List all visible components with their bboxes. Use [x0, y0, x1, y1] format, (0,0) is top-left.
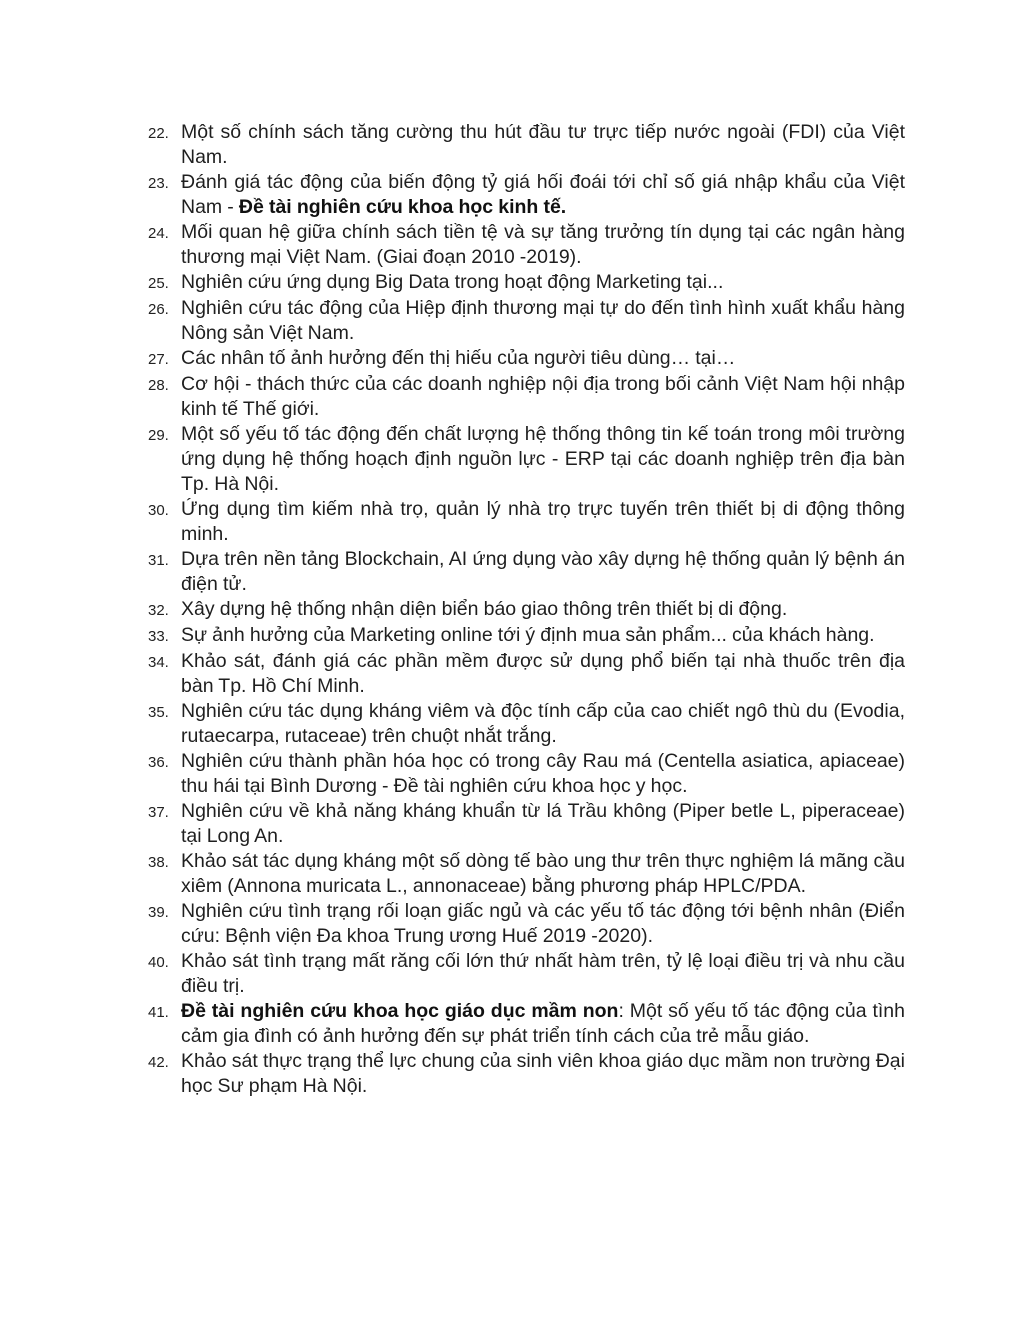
list-item-text [181, 597, 905, 622]
list-item-number: 32. [148, 602, 169, 619]
list-item [148, 422, 905, 497]
list-item-text [181, 372, 905, 422]
item-text-regular: Khảo sát, đánh giá các phần mềm được sử dụng phổ biến tại nhà thuốc trên địa bàn Tp. Hồ Chí Minh. [181, 650, 905, 697]
item-text-regular: Xây dựng hệ thống nhận diện biển báo giao thông trên thiết bị di động. [181, 598, 788, 620]
list-item-number: 36. [148, 754, 169, 771]
item-text-regular-after: : Một số yếu tố tác động của tình cảm gia đình có ảnh hưởng đến sự phát triển tính cách của trẻ mẫu giáo. [181, 1000, 905, 1047]
item-text-regular: Mối quan hệ giữa chính sách tiền tệ và sự tăng trưởng tín dụng tại các ngân hàng thương mại Việt Nam. (Giai đoạn 2010 -2019). [181, 221, 905, 268]
list-item-number: 37. [148, 804, 169, 821]
list-item [148, 497, 905, 547]
list-item-number: 31. [148, 552, 169, 569]
list-item-number: 38. [148, 854, 169, 871]
list-item-number: 23. [148, 175, 169, 192]
list-item-number: 27. [148, 351, 169, 368]
list-item [148, 220, 905, 270]
list-item [148, 296, 905, 346]
list-item-text [181, 849, 905, 899]
list-item [148, 799, 905, 849]
list-item [148, 1049, 905, 1099]
list-item-number: 26. [148, 301, 169, 318]
list-item-text [181, 220, 905, 270]
list-item-text [181, 1049, 905, 1099]
item-text-regular: Sự ảnh hưởng của Marketing online tới ý định mua sản phẩm... của khách hàng. [181, 624, 875, 646]
item-text-regular: Nghiên cứu thành phần hóa học có trong cây Rau má (Centella asiatica, apiaceae) thu hái tại Bình Dương - Đề tài nghiên cứu khoa học y học. [181, 750, 905, 797]
list-item-text [181, 422, 905, 497]
list-item [148, 623, 905, 649]
list-item-text [181, 170, 905, 220]
item-text-regular: Dựa trên nền tảng Blockchain, AI ứng dụng vào xây dựng hệ thống quản lý bệnh án điện tử. [181, 548, 905, 595]
list-item [148, 170, 905, 220]
item-text-regular: Khảo sát tình trạng mất răng cối lớn thứ nhất hàm trên, tỷ lệ loại điều trị và nhu cầu điều trị. [181, 950, 905, 997]
list-item-number: 34. [148, 654, 169, 671]
list-item [148, 649, 905, 699]
list-item-text [181, 547, 905, 597]
list-item-number: 30. [148, 502, 169, 519]
item-text-regular: Nghiên cứu về khả năng kháng khuẩn từ lá Trầu không (Piper betle L, piperaceae) tại Long An. [181, 800, 905, 847]
list-item-text [181, 649, 905, 699]
item-text-regular: Các nhân tố ảnh hưởng đến thị hiếu của người tiêu dùng… tại… [181, 347, 736, 369]
list-item [148, 749, 905, 799]
item-text-regular: Một số yếu tố tác động đến chất lượng hệ thống thông tin kế toán trong môi trường ứng dụng hệ thống hoạch định nguồn lực - ERP tại các doanh nghiệp trên địa bàn Tp. Hà Nội. [181, 423, 905, 495]
list-item-number: 22. [148, 125, 169, 142]
list-item-text [181, 623, 905, 648]
list-item-text [181, 999, 905, 1049]
list-item [148, 949, 905, 999]
list-item-number: 33. [148, 628, 169, 645]
list-item-text [181, 120, 905, 170]
item-text-regular: Nghiên cứu tác dụng kháng viêm và độc tính cấp của cao chiết ngô thù du (Evodia, rutaecarpa, rutaceae) trên chuột nhắt trắng. [181, 700, 905, 747]
list-item-text [181, 270, 905, 295]
list-item [148, 120, 905, 170]
list-item-number: 25. [148, 275, 169, 292]
item-text-regular: Một số chính sách tăng cường thu hút đầu tư trực tiếp nước ngoài (FDI) của Việt Nam. [181, 121, 905, 168]
item-text-bold: Đề tài nghiên cứu khoa học giáo dục mầm non [181, 1000, 619, 1022]
list-item [148, 372, 905, 422]
list-item-text [181, 497, 905, 547]
list-item [148, 597, 905, 623]
item-text-regular: Cơ hội - thách thức của các doanh nghiệp nội địa trong bối cảnh Việt Nam hội nhập kinh tế Thế giới. [181, 373, 905, 420]
item-text-regular: Khảo sát thực trạng thể lực chung của sinh viên khoa giáo dục mầm non trường Đại học Sư phạm Hà Nội. [181, 1050, 905, 1097]
list-item [148, 270, 905, 296]
list-item-text [181, 346, 905, 371]
list-item-number: 42. [148, 1054, 169, 1071]
item-text-regular: Nghiên cứu tình trạng rối loạn giấc ngủ và các yếu tố tác động tới bệnh nhân (Điển cứu: Bệnh viện Đa khoa Trung ương Huế 2019 -2020). [181, 900, 905, 947]
list-item-text [181, 799, 905, 849]
list-item-number: 40. [148, 954, 169, 971]
item-text-regular: Đánh giá tác động của biến động tỷ giá hối đoái tới chỉ số giá nhập khẩu của Việt Nam - [181, 171, 905, 218]
list-item-number: 29. [148, 427, 169, 444]
list-item-number: 35. [148, 704, 169, 721]
item-text-bold: Đề tài nghiên cứu khoa học kinh tế. [238, 196, 567, 218]
list-item [148, 899, 905, 949]
list-item-text [181, 949, 905, 999]
list-item-number: 39. [148, 904, 169, 921]
item-text-regular: Khảo sát tác dụng kháng một số dòng tế bào ung thư trên thực nghiệm lá mãng cầu xiêm (Annona muricata L., annonaceae) bằng phương pháp HPLC/PDA. [181, 850, 905, 897]
list-item-number: 41. [148, 1004, 169, 1021]
list-item [148, 699, 905, 749]
list-item-number: 28. [148, 377, 169, 394]
list-item-text [181, 899, 905, 949]
list-item [148, 547, 905, 597]
list-item [148, 346, 905, 372]
list-item [148, 999, 905, 1049]
item-text-regular: Nghiên cứu ứng dụng Big Data trong hoạt động Marketing tại... [181, 271, 724, 293]
topic-list [148, 120, 905, 1099]
list-item-text [181, 749, 905, 799]
list-item-text [181, 699, 905, 749]
item-text-regular: Ứng dụng tìm kiếm nhà trọ, quản lý nhà trọ trực tuyến trên thiết bị di động thông minh. [181, 498, 905, 545]
list-item-text [181, 296, 905, 346]
item-text-regular: Nghiên cứu tác động của Hiệp định thương mại tự do đến tình hình xuất khẩu hàng Nông sản Việt Nam. [181, 297, 905, 344]
list-item-number: 24. [148, 225, 169, 242]
list-item [148, 849, 905, 899]
